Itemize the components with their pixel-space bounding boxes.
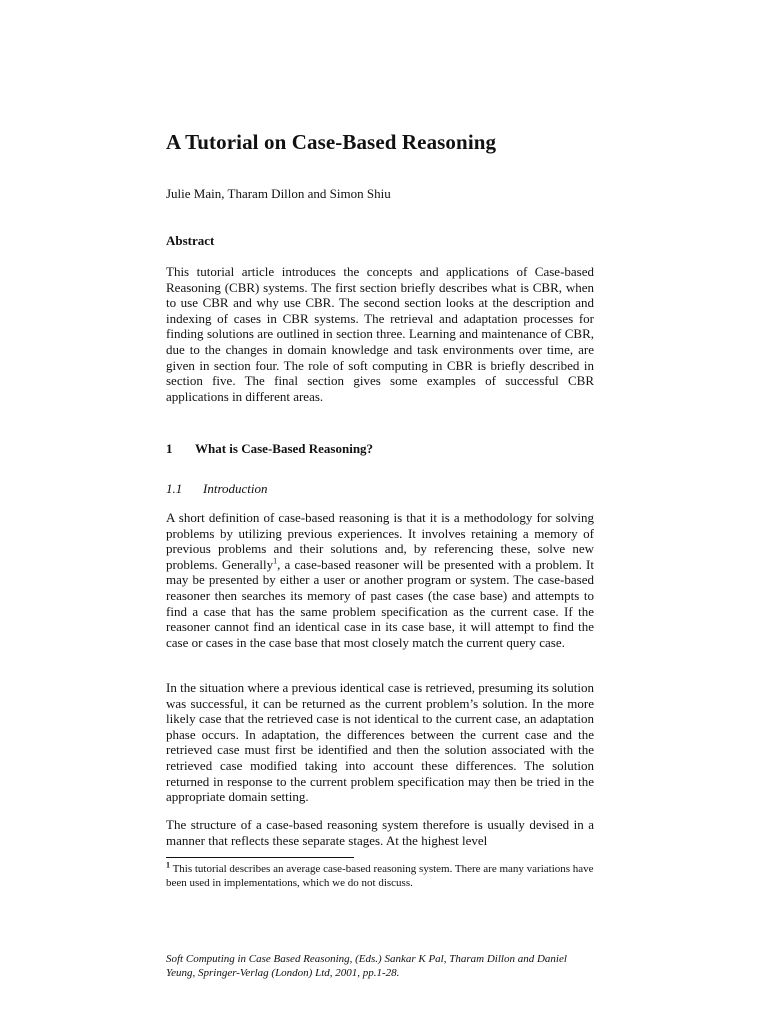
body-paragraph-2: In the situation where a previous identical case is retrieved, presuming its solution was successful, it can be returned as the current problem’s solution. In the more likely case that the retrieved case is not identical to the current case, an adaptation phase occurs. In adaptation, the differences between the current case and the retrieved case must first be identified and then the solution associated with the retrieved case modified taking into account these differences. The solution returned in response to the current problem specification may then be tried in the appropriate domain setting. <box>166 680 594 805</box>
footnote <box>166 862 594 890</box>
abstract-heading: Abstract <box>166 233 215 248</box>
subsection-title: Introduction <box>203 481 268 496</box>
footnote-marker: 1 <box>166 860 170 870</box>
abstract-text: This tutorial article introduces the concepts and applications of Case-based Reasoning (CBR) systems. The first section briefly describes what is CBR, when to use CBR and why use CBR. The second section looks at the description and indexing of cases in CBR systems. The retrieval and adaptation processes for finding solutions are outlined in section three. Learning and maintenance of CBR, due to the changes in domain knowledge and task environments over time, are given in section four. The role of soft computing in CBR is briefly described in section five. The final section gives some examples of successful CBR applications in different areas. <box>166 264 594 404</box>
body-paragraph-3: The structure of a case-based reasoning system therefore is usually devised in a manner that reflects these separate stages. At the highest level <box>166 817 594 848</box>
footnote-text: This tutorial describes an average case-based reasoning system. There are many variations have been used in implementations, which we do not discuss. <box>166 863 594 889</box>
subsection-number: 1.1 <box>166 481 183 496</box>
section-number: 1 <box>166 441 173 456</box>
footnote-divider <box>166 857 354 858</box>
section-title: What is Case-Based Reasoning? <box>195 441 374 456</box>
paper-title: A Tutorial on Case-Based Reasoning <box>166 130 497 154</box>
paragraph-1-text-start: A short definition of case-based reasoning is that it is a methodology for solving problems by utilizing previous experiences. It involves retaining a memory of previous problems and their solutions and, by referencing these, solve new problems. Generally <box>166 510 594 572</box>
subsection-heading <box>166 481 268 497</box>
section-heading <box>166 441 373 457</box>
body-paragraph-1 <box>166 510 594 650</box>
paper-authors: Julie Main, Tharam Dillon and Simon Shiu <box>166 186 391 201</box>
source-citation: Soft Computing in Case Based Reasoning, (Eds.) Sankar K Pal, Tharam Dillon and Daniel Yeung, Springer-Verlag (London) Ltd, 2001, pp.1-28. <box>166 953 567 979</box>
paragraph-1-text-end: , a case-based reasoner will be presented with a problem. It may be presented by either a user or another program or system. The case-based reasoner then searches its memory of past cases (the case base) and attempts to find a case that has the same problem specification as the current case. If the reasoner cannot find an identical case in its case base, it will attempt to find the case or cases in the case base that most closely match the current query case. <box>166 556 594 650</box>
footnote-reference: 1 <box>273 556 278 566</box>
